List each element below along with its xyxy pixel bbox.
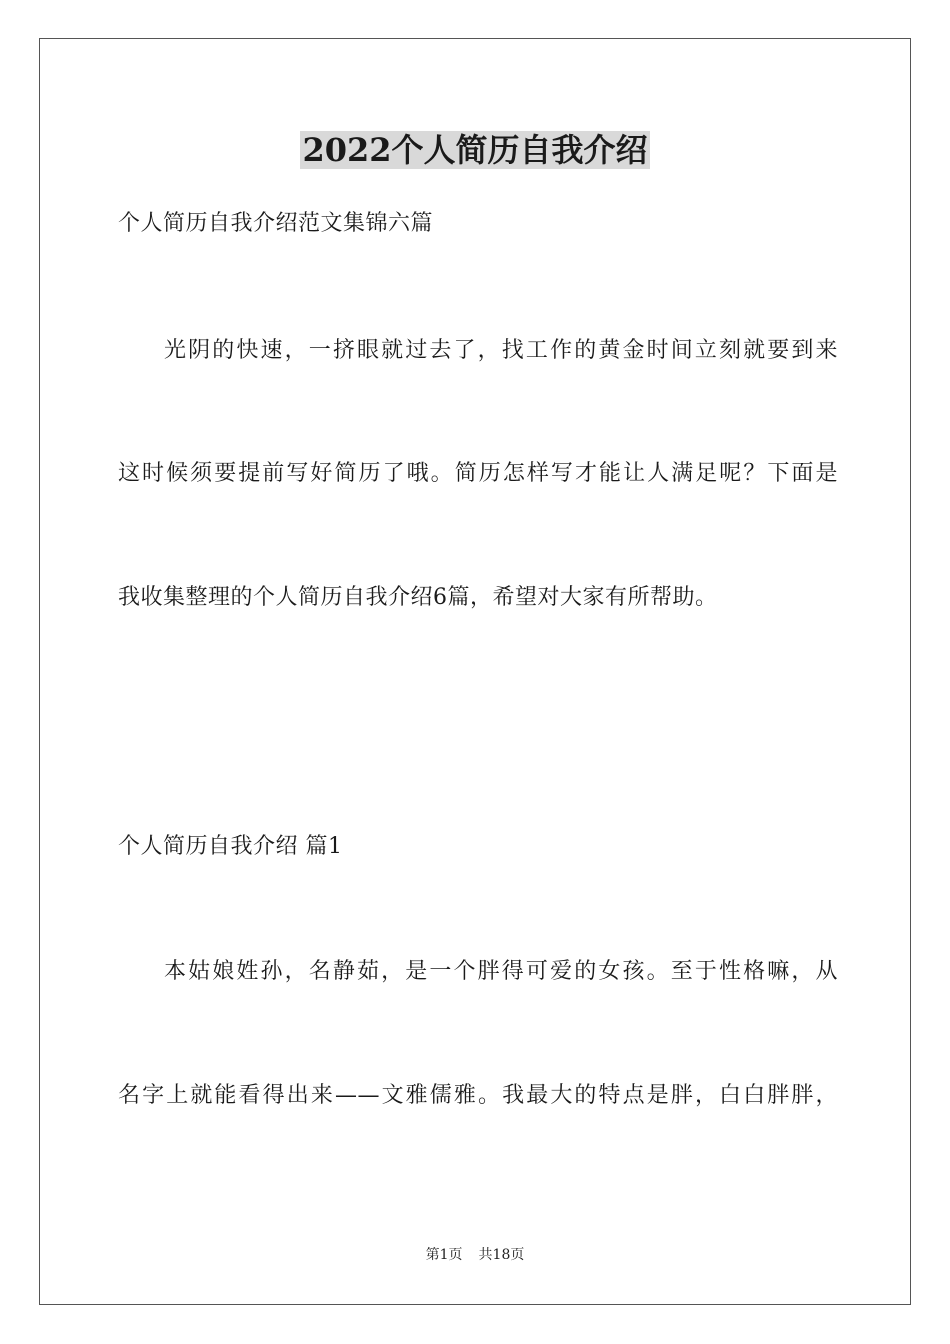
page-number: 第1页 bbox=[425, 1247, 463, 1263]
section-line-2: 名字上就能看得出来——文雅儒雅。我最大的特点是胖，白白胖胖， bbox=[118, 1083, 838, 1108]
page-footer bbox=[0, 1245, 950, 1265]
intro-line-2: 这时候须要提前写好简历了哦。简历怎样写才能让人满足呢？下面是 bbox=[118, 461, 838, 486]
section-line-1: 本姑娘姓孙，名静茹，是一个胖得可爱的女孩。至于性格嘛，从 bbox=[164, 959, 838, 984]
document-subtitle: 个人简历自我介绍范文集锦六篇 bbox=[118, 211, 434, 236]
page-total: 共18页 bbox=[478, 1247, 525, 1263]
intro-line-1: 光阴的快速，一挤眼就过去了，找工作的黄金时间立刻就要到来 bbox=[164, 338, 838, 363]
section-heading: 个人简历自我介绍 篇1 bbox=[118, 834, 343, 859]
document-title bbox=[0, 128, 950, 172]
document-title-text: 2022个人简历自我介绍 bbox=[302, 131, 648, 169]
intro-line-3: 我收集整理的个人简历自我介绍6篇，希望对大家有所帮助。 bbox=[118, 585, 718, 610]
